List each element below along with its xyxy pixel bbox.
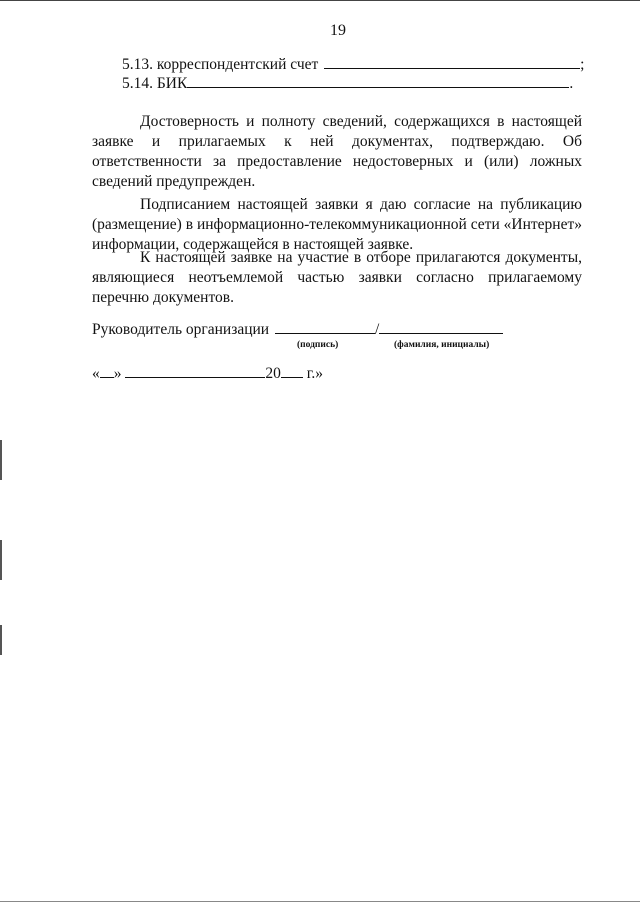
scan-top-edge: [0, 0, 640, 1]
month-blank: [125, 364, 265, 378]
date-suffix: г.»: [306, 365, 323, 382]
paragraph-consent: Подписанием настоящей заявки я даю согласие на публикацию (размещение) в информационно-телекоммуникационной сети «Интернет» информации, содержащейся в настоящей заявке.: [92, 196, 582, 253]
paragraph-certification: Достоверность и полноту сведений, содержащихся в настоящей заявке и прилагаемых к ней документах, подтверждаю. Об ответственности за предоставление недостоверных и (или) ложных сведений предупрежден.: [92, 113, 582, 190]
field-label: 5.13. корреспондентский счет: [122, 56, 319, 73]
date-close-quote: »: [113, 365, 122, 382]
signature-separator: /: [374, 321, 380, 338]
correspondent-account-blank: [324, 55, 580, 69]
page-number: 19: [330, 22, 346, 39]
signature-blank: [275, 320, 375, 334]
signature-row: [92, 320, 503, 339]
field-correspondent-account: [122, 55, 584, 74]
scan-bottom-edge: [0, 901, 640, 902]
year-blank: [281, 364, 303, 378]
field-label: 5.14. БИК: [122, 75, 188, 92]
signature-label: Руководитель организации: [92, 321, 270, 338]
field-end-punct: .: [569, 75, 574, 92]
scan-margin-mark: [0, 540, 2, 580]
day-blank: [100, 364, 114, 378]
name-blank: [379, 320, 503, 334]
paragraph-attachments: К настоящей заявке на участие в отборе прилагаются документы, являющиеся неотъемлемой частью заявки согласно прилагаемому перечню документов.: [92, 249, 582, 306]
year-prefix: 20: [265, 365, 281, 382]
name-caption: (фамилия, инициалы): [394, 340, 490, 350]
scan-margin-mark: [0, 625, 2, 655]
date-row: [92, 364, 323, 383]
bik-blank: [187, 74, 569, 88]
signature-caption: (подпись): [297, 340, 339, 350]
field-end-punct: ;: [580, 56, 585, 73]
date-open-quote: «: [92, 365, 100, 382]
field-bik: [122, 74, 573, 93]
scan-margin-mark: [0, 440, 2, 480]
